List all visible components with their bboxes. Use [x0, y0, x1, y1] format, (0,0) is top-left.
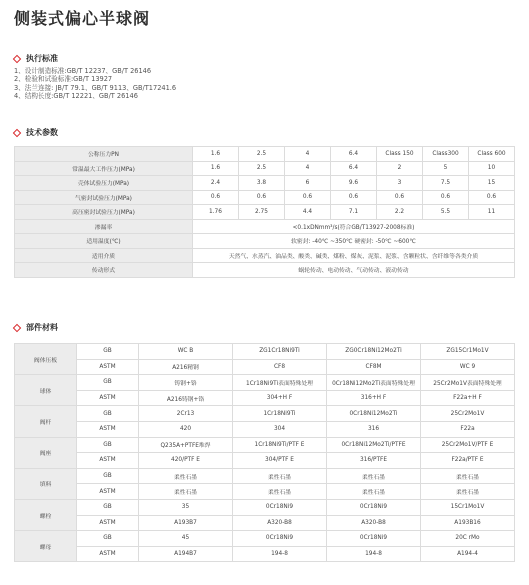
std-cell: ASTM — [77, 453, 139, 469]
std-cell: GB — [77, 406, 139, 422]
table-cell: 25Cr2Mo1V — [421, 406, 515, 422]
table-cell: 0Cr18Ni9 — [327, 499, 421, 515]
table-cell: F22a+H F — [421, 390, 515, 406]
table-cell: 0.6 — [377, 190, 423, 205]
table-cell: 0Cr18Ni9 — [233, 499, 327, 515]
table-cell: 316/PTFE — [327, 453, 421, 469]
table-cell: 蜗轮传动、电动传动、气动传动、液动传动 — [193, 263, 515, 278]
std-cell: GB — [77, 468, 139, 484]
std-cell: GB — [77, 437, 139, 453]
table-cell: 316 — [327, 421, 421, 437]
standards-list — [14, 67, 176, 100]
table-row — [15, 205, 515, 220]
table-cell: 0.6 — [423, 190, 469, 205]
table-cell: 1Cr18Ni9Ti/PTF E — [233, 437, 327, 453]
row-label: 传动形式 — [15, 263, 193, 278]
row-label: 适用介质 — [15, 248, 193, 263]
table-cell: A193B7 — [139, 515, 233, 531]
table-cell: 6 — [285, 176, 331, 191]
table-cell: 柔性石墨 — [139, 468, 233, 484]
parts-material-table — [14, 343, 515, 562]
row-label: 常温最大工作压力(MPa) — [15, 161, 193, 176]
table-cell: A320-B8 — [233, 515, 327, 531]
row-label: 适用温度(℃) — [15, 234, 193, 249]
table-cell: 1.6 — [193, 161, 239, 176]
table-cell: Q235A+PTFE堆焊 — [139, 437, 233, 453]
row-label: 公称压力PN — [15, 147, 193, 162]
standards-heading — [14, 53, 58, 64]
table-cell: 2.5 — [239, 147, 285, 162]
table-cell: 0.6 — [239, 190, 285, 205]
std-cell: ASTM — [77, 546, 139, 562]
table-row — [15, 468, 515, 484]
table-cell: Class 600 — [469, 147, 515, 162]
table-cell: ZG0Cr18Ni12Mo2Ti — [327, 344, 421, 360]
table-cell: 2.75 — [239, 205, 285, 220]
std-cell: ASTM — [77, 390, 139, 406]
table-cell: 2.2 — [377, 205, 423, 220]
diamond-bullet-icon — [13, 128, 21, 136]
table-cell: 0Cr18Ni12Mo2Ti/PTFE — [327, 437, 421, 453]
table-row — [15, 263, 515, 278]
table-cell: 柔性石墨 — [233, 468, 327, 484]
table-row — [15, 406, 515, 422]
std-cell: ASTM — [77, 515, 139, 531]
table-cell: 6.4 — [331, 161, 377, 176]
std-cell: GB — [77, 531, 139, 547]
table-cell: F22a/PTF E — [421, 453, 515, 469]
table-row — [15, 390, 515, 406]
table-cell: 7.5 — [423, 176, 469, 191]
table-cell: WC 9 — [421, 359, 515, 375]
table-cell: 2Cr13 — [139, 406, 233, 422]
tech-heading — [14, 127, 58, 138]
table-row — [15, 234, 515, 249]
table-cell: 0.6 — [285, 190, 331, 205]
table-cell: 420/PTF E — [139, 453, 233, 469]
table-cell: 1Cr18Ni9Ti — [233, 406, 327, 422]
row-label: 渗漏率 — [15, 219, 193, 234]
group-label: 填料 — [15, 468, 77, 499]
table-cell: 1.6 — [193, 147, 239, 162]
table-row — [15, 344, 515, 360]
row-label: 壳体试验压力(MPa) — [15, 176, 193, 191]
table-cell: 柔性石墨 — [327, 468, 421, 484]
table-cell: A194B7 — [139, 546, 233, 562]
table-row — [15, 161, 515, 176]
table-cell: 0Cr18Ni9 — [327, 531, 421, 547]
table-cell: 316+H F — [327, 390, 421, 406]
group-label: 螺栓 — [15, 499, 77, 530]
table-row — [15, 248, 515, 263]
table-cell: Class 150 — [377, 147, 423, 162]
table-row — [15, 359, 515, 375]
table-row — [15, 437, 515, 453]
std-cell: ASTM — [77, 421, 139, 437]
table-cell: 11 — [469, 205, 515, 220]
group-label: 阀体压板 — [15, 344, 77, 375]
table-cell: ZG15Cr1Mo1V — [421, 344, 515, 360]
table-cell: 25Cr2Mo1V/PTF E — [421, 437, 515, 453]
std-cell: GB — [77, 375, 139, 391]
row-label: 气密封试验压力(MPa) — [15, 190, 193, 205]
table-cell: A216铸钢+铬 — [139, 390, 233, 406]
page-title: 侧装式偏心半球阀 — [14, 9, 151, 28]
table-cell: 304 — [233, 421, 327, 437]
table-cell: 柔性石墨 — [327, 484, 421, 500]
table-cell: 3.8 — [239, 176, 285, 191]
row-label: 高压密封试验压力(MPa) — [15, 205, 193, 220]
table-cell: 6.4 — [331, 147, 377, 162]
table-cell: 1.76 — [193, 205, 239, 220]
table-cell: 4 — [285, 147, 331, 162]
table-cell: 304/PTF E — [233, 453, 327, 469]
table-row — [15, 219, 515, 234]
table-cell: 0Cr18Ni9 — [233, 531, 327, 547]
table-cell: 柔性石墨 — [421, 468, 515, 484]
standards-item: 3、法兰连接: JB/T 79.1、GB/T 9113、GB/T17241.6 — [14, 83, 177, 92]
table-cell: 304+H F — [233, 390, 327, 406]
tech-heading-label: 技术参数 — [26, 128, 58, 137]
table-cell: 15Cr1Mo1V — [421, 499, 515, 515]
standards-item: 4、结构长度:GB/T 12221、GB/T 26146 — [14, 91, 138, 100]
group-label: 阀座 — [15, 437, 77, 468]
table-cell: A193B16 — [421, 515, 515, 531]
table-cell: 柔性石墨 — [139, 484, 233, 500]
table-row — [15, 147, 515, 162]
tech-params-table — [14, 146, 515, 278]
table-row — [15, 531, 515, 547]
table-cell: <0.1xDNmm³/s(符合GB/T13927-2008标准) — [193, 219, 515, 234]
table-cell: WC B — [139, 344, 233, 360]
table-cell: 194-8 — [327, 546, 421, 562]
table-row — [15, 375, 515, 391]
standards-item: 1、设计制造标准:GB/T 12237、GB/T 26146 — [14, 67, 152, 75]
table-row — [15, 190, 515, 205]
table-row — [15, 515, 515, 531]
std-cell: GB — [77, 499, 139, 515]
standards-item: 2、检验和试验标准:GB/T 13927 — [14, 75, 113, 84]
table-cell: 420 — [139, 421, 233, 437]
table-cell: ZG1Cr18Ni9Ti — [233, 344, 327, 360]
table-cell: CF8 — [233, 359, 327, 375]
table-cell: 194-8 — [233, 546, 327, 562]
table-cell: 铸钢+铬 — [139, 375, 233, 391]
std-cell: GB — [77, 344, 139, 360]
table-row — [15, 176, 515, 191]
table-cell: 5 — [423, 161, 469, 176]
table-cell: 7.1 — [331, 205, 377, 220]
table-cell: 柔性石墨 — [233, 484, 327, 500]
table-cell: A194-4 — [421, 546, 515, 562]
table-row — [15, 546, 515, 562]
table-cell: 35 — [139, 499, 233, 515]
group-label: 球体 — [15, 375, 77, 406]
table-cell: 15 — [469, 176, 515, 191]
diamond-bullet-icon — [13, 323, 21, 331]
table-cell: 2.5 — [239, 161, 285, 176]
table-row — [15, 453, 515, 469]
table-row — [15, 484, 515, 500]
std-cell: ASTM — [77, 484, 139, 500]
table-cell: A320-B8 — [327, 515, 421, 531]
table-cell: CF8M — [327, 359, 421, 375]
table-cell: 2 — [377, 161, 423, 176]
table-cell: 2.4 — [193, 176, 239, 191]
table-cell: 25Cr2Mo1V表面特殊处理 — [421, 375, 515, 391]
table-cell: 0Cr18Ni12Mo2Ti表面特殊处理 — [327, 375, 421, 391]
table-cell: 1Cr18Ni9Ti表面特殊处理 — [233, 375, 327, 391]
table-row — [15, 421, 515, 437]
diamond-bullet-icon — [13, 54, 21, 62]
table-cell: 4.4 — [285, 205, 331, 220]
table-cell: 10 — [469, 161, 515, 176]
table-cell: 3 — [377, 176, 423, 191]
group-label: 阀杆 — [15, 406, 77, 437]
table-cell: 5.5 — [423, 205, 469, 220]
table-cell: 4 — [285, 161, 331, 176]
table-cell: 柔性石墨 — [421, 484, 515, 500]
table-cell: 0.6 — [469, 190, 515, 205]
table-cell: F22a — [421, 421, 515, 437]
table-cell: 20C rMo — [421, 531, 515, 547]
table-cell: 0Cr18Ni12Mo2Ti — [327, 406, 421, 422]
table-cell: Class300 — [423, 147, 469, 162]
table-cell: 45 — [139, 531, 233, 547]
table-cell: A216精钢 — [139, 359, 233, 375]
std-cell: ASTM — [77, 359, 139, 375]
table-cell: 9.6 — [331, 176, 377, 191]
table-row — [15, 499, 515, 515]
table-cell: 0.6 — [193, 190, 239, 205]
parts-heading-label: 部件材料 — [26, 323, 58, 332]
table-cell: 0.6 — [331, 190, 377, 205]
standards-heading-label: 执行标准 — [26, 54, 58, 63]
parts-heading — [14, 322, 58, 333]
group-label: 螺母 — [15, 531, 77, 562]
table-cell: 软密封: -40℃ ~350℃ 硬密封: -50℃ ~600℃ — [193, 234, 515, 249]
table-cell: 天然气、水蒸汽、油品类、酸类、碱类、煤粉、煤灰、泥浆、泥浆、含颗粒状、含纤维等各类介质 — [193, 248, 515, 263]
